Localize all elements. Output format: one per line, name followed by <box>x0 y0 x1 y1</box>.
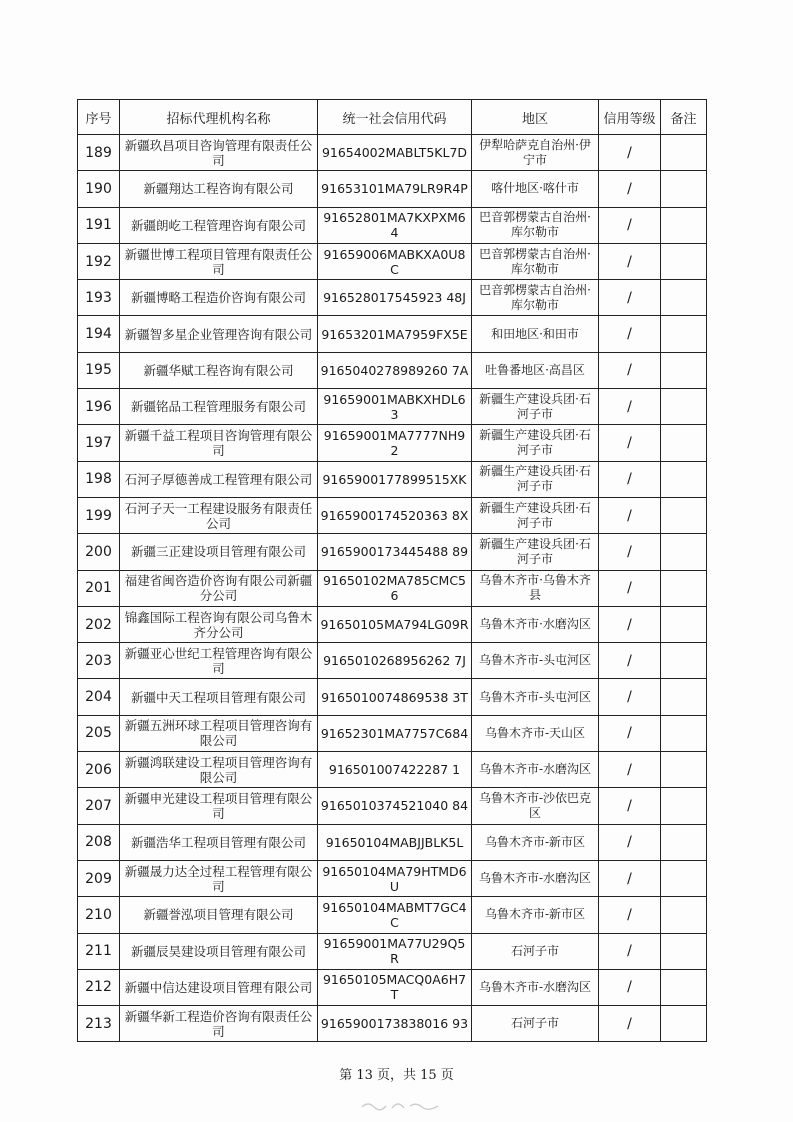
cell-note <box>661 606 707 642</box>
header-region: 地区 <box>472 100 599 135</box>
cell-credit-level: / <box>599 389 661 425</box>
cell-agency-name: 新疆世博工程项目管理有限责任公司 <box>120 243 318 279</box>
header-code: 统一社会信用代码 <box>318 100 472 135</box>
cell-note <box>661 715 707 751</box>
cell-agency-name: 锦鑫国际工程咨询有限公司乌鲁木齐分公司 <box>120 606 318 642</box>
cell-credit-level: / <box>599 679 661 715</box>
cell-agency-name: 新疆晟力达全过程工程管理有限公司 <box>120 860 318 896</box>
cell-note <box>661 752 707 788</box>
cell-agency-name: 新疆三正建设项目管理有限公司 <box>120 534 318 570</box>
cell-agency-name: 新疆浩华工程项目管理有限公司 <box>120 824 318 860</box>
cell-credit-code: 91659001MA77U29Q5R <box>318 933 472 969</box>
cell-note <box>661 461 707 497</box>
table-row <box>78 352 707 388</box>
cell-credit-code: 91654002MABLT5KL7D <box>318 135 472 171</box>
cell-credit-level: / <box>599 643 661 679</box>
cell-region: 和田地区·和田市 <box>472 316 599 352</box>
cell-credit-code: 91653201MA7959FX5E <box>318 316 472 352</box>
cell-note <box>661 824 707 860</box>
table-row <box>78 534 707 570</box>
table-row <box>78 643 707 679</box>
cell-seq: 201 <box>78 570 120 606</box>
cell-credit-level: / <box>599 497 661 533</box>
cell-credit-code: 91653101MA79LR9R4P <box>318 171 472 207</box>
table-row <box>78 860 707 896</box>
cell-credit-code: 9165900177899515XK <box>318 461 472 497</box>
table-row <box>78 207 707 243</box>
table-row <box>78 243 707 279</box>
table-row <box>78 280 707 316</box>
cell-credit-level: / <box>599 425 661 461</box>
cell-region: 新疆生产建设兵团·石河子市 <box>472 389 599 425</box>
cell-seq: 210 <box>78 897 120 933</box>
cell-credit-level: / <box>599 897 661 933</box>
cell-credit-level: / <box>599 715 661 751</box>
cell-region: 乌鲁木齐市-水磨沟区 <box>472 860 599 896</box>
cell-agency-name: 新疆博略工程造价咨询有限公司 <box>120 280 318 316</box>
cell-region: 新疆生产建设兵团·石河子市 <box>472 425 599 461</box>
agency-table <box>77 99 707 1042</box>
cell-seq: 197 <box>78 425 120 461</box>
header-seq: 序号 <box>78 100 120 135</box>
cell-credit-code: 9165040278989260 7A <box>318 352 472 388</box>
cell-seq: 205 <box>78 715 120 751</box>
page-number: 第 13 页，共 15 页 <box>339 1068 454 1083</box>
cell-credit-code: 91652301MA7757C684 <box>318 715 472 751</box>
cell-note <box>661 316 707 352</box>
cell-credit-level: / <box>599 316 661 352</box>
cell-credit-code: 9165900173445488 89 <box>318 534 472 570</box>
cell-credit-code: 9165900173838016 93 <box>318 1006 472 1042</box>
cell-agency-name: 新疆亚心世纪工程管理咨询有限公司 <box>120 643 318 679</box>
cell-region: 巴音郭楞蒙古自治州·库尔勒市 <box>472 243 599 279</box>
cell-credit-level: / <box>599 461 661 497</box>
cell-seq: 192 <box>78 243 120 279</box>
table-row <box>78 425 707 461</box>
cell-seq: 208 <box>78 824 120 860</box>
cell-note <box>661 534 707 570</box>
cell-credit-level: / <box>599 752 661 788</box>
cell-region: 巴音郭楞蒙古自治州·库尔勒市 <box>472 207 599 243</box>
cell-seq: 196 <box>78 389 120 425</box>
faint-stamp-mark <box>358 1098 448 1112</box>
cell-note <box>661 425 707 461</box>
cell-credit-level: / <box>599 860 661 896</box>
cell-agency-name: 福建省闽咨造价咨询有限公司新疆分公司 <box>120 570 318 606</box>
cell-credit-level: / <box>599 788 661 824</box>
cell-seq: 200 <box>78 534 120 570</box>
table-row <box>78 497 707 533</box>
cell-agency-name: 新疆鸿联建设工程项目管理咨询有限公司 <box>120 752 318 788</box>
cell-credit-level: / <box>599 1006 661 1042</box>
cell-agency-name: 新疆中天工程项目管理有限公司 <box>120 679 318 715</box>
cell-region: 吐鲁番地区·高昌区 <box>472 352 599 388</box>
cell-agency-name: 新疆中信达建设项目管理有限公司 <box>120 969 318 1005</box>
cell-credit-level: / <box>599 171 661 207</box>
cell-credit-code: 9165900174520363 8X <box>318 497 472 533</box>
cell-credit-code: 91650104MABJJBLK5L <box>318 824 472 860</box>
cell-credit-code: 916528017545923 48J <box>318 280 472 316</box>
table-row <box>78 969 707 1005</box>
table-header-row <box>78 100 707 135</box>
table-row <box>78 389 707 425</box>
table-row <box>78 316 707 352</box>
cell-region: 乌鲁木齐市-新市区 <box>472 824 599 860</box>
header-note: 备注 <box>661 100 707 135</box>
cell-credit-level: / <box>599 207 661 243</box>
cell-credit-code: 91650105MACQ0A6H7T <box>318 969 472 1005</box>
cell-note <box>661 135 707 171</box>
cell-note <box>661 788 707 824</box>
cell-region: 新疆生产建设兵团·石河子市 <box>472 461 599 497</box>
cell-seq: 204 <box>78 679 120 715</box>
cell-region: 新疆生产建设兵团·石河子市 <box>472 497 599 533</box>
cell-seq: 207 <box>78 788 120 824</box>
cell-seq: 191 <box>78 207 120 243</box>
cell-seq: 193 <box>78 280 120 316</box>
table-row <box>78 171 707 207</box>
cell-credit-code: 9165010268956262 7J <box>318 643 472 679</box>
cell-region: 乌鲁木齐市·水磨沟区 <box>472 606 599 642</box>
cell-region: 乌鲁木齐市-水磨沟区 <box>472 969 599 1005</box>
table-row <box>78 824 707 860</box>
table-row <box>78 933 707 969</box>
cell-credit-code: 9165010374521040 84 <box>318 788 472 824</box>
cell-credit-code: 91659001MABKXHDL63 <box>318 389 472 425</box>
cell-region: 石河子市 <box>472 1006 599 1042</box>
cell-note <box>661 860 707 896</box>
cell-note <box>661 933 707 969</box>
cell-note <box>661 1006 707 1042</box>
cell-seq: 194 <box>78 316 120 352</box>
cell-agency-name: 新疆辰昊建设项目管理有限公司 <box>120 933 318 969</box>
cell-agency-name: 新疆翔达工程咨询有限公司 <box>120 171 318 207</box>
cell-credit-code: 91650104MA79HTMD6U <box>318 860 472 896</box>
cell-credit-code: 916501007422287 1 <box>318 752 472 788</box>
cell-region: 乌鲁木齐市-头屯河区 <box>472 643 599 679</box>
cell-region: 乌鲁木齐市·乌鲁木齐县 <box>472 570 599 606</box>
cell-region: 巴音郭楞蒙古自治州·库尔勒市 <box>472 280 599 316</box>
table-row <box>78 570 707 606</box>
cell-credit-level: / <box>599 243 661 279</box>
cell-note <box>661 280 707 316</box>
cell-region: 乌鲁木齐市-水磨沟区 <box>472 752 599 788</box>
table-row <box>78 897 707 933</box>
cell-agency-name: 新疆铭品工程管理服务有限公司 <box>120 389 318 425</box>
cell-seq: 189 <box>78 135 120 171</box>
cell-credit-code: 91659006MABKXA0U8C <box>318 243 472 279</box>
cell-agency-name: 新疆五洲环球工程项目管理咨询有限公司 <box>120 715 318 751</box>
cell-region: 喀什地区·喀什市 <box>472 171 599 207</box>
cell-credit-level: / <box>599 570 661 606</box>
table-row <box>78 606 707 642</box>
cell-seq: 213 <box>78 1006 120 1042</box>
table-row <box>78 679 707 715</box>
cell-region: 乌鲁木齐市-头屯河区 <box>472 679 599 715</box>
cell-note <box>661 497 707 533</box>
cell-credit-level: / <box>599 534 661 570</box>
cell-note <box>661 897 707 933</box>
cell-agency-name: 新疆玖昌项目咨询管理有限责任公司 <box>120 135 318 171</box>
cell-agency-name: 石河子天一工程建设服务有限责任公司 <box>120 497 318 533</box>
table-row <box>78 461 707 497</box>
cell-region: 石河子市 <box>472 933 599 969</box>
cell-region: 新疆生产建设兵团·石河子市 <box>472 534 599 570</box>
cell-agency-name: 新疆誉泓项目管理有限公司 <box>120 897 318 933</box>
cell-seq: 209 <box>78 860 120 896</box>
cell-note <box>661 643 707 679</box>
cell-seq: 212 <box>78 969 120 1005</box>
cell-agency-name: 新疆华赋工程咨询有限公司 <box>120 352 318 388</box>
cell-seq: 203 <box>78 643 120 679</box>
table-row <box>78 788 707 824</box>
cell-credit-code: 91650102MA785CMC56 <box>318 570 472 606</box>
table-row <box>78 135 707 171</box>
cell-credit-code: 91650105MA794LG09R <box>318 606 472 642</box>
cell-seq: 199 <box>78 497 120 533</box>
cell-note <box>661 243 707 279</box>
cell-seq: 211 <box>78 933 120 969</box>
cell-region: 伊犁哈萨克自治州·伊宁市 <box>472 135 599 171</box>
cell-agency-name: 新疆华新工程造价咨询有限责任公司 <box>120 1006 318 1042</box>
cell-seq: 206 <box>78 752 120 788</box>
cell-agency-name: 新疆朗屹工程管理咨询有限公司 <box>120 207 318 243</box>
cell-credit-level: / <box>599 933 661 969</box>
cell-note <box>661 171 707 207</box>
cell-agency-name: 新疆申光建设工程项目管理有限公司 <box>120 788 318 824</box>
cell-seq: 195 <box>78 352 120 388</box>
cell-seq: 190 <box>78 171 120 207</box>
cell-credit-code: 9165010074869538 3T <box>318 679 472 715</box>
cell-note <box>661 570 707 606</box>
cell-seq: 202 <box>78 606 120 642</box>
cell-note <box>661 969 707 1005</box>
cell-note <box>661 207 707 243</box>
cell-credit-level: / <box>599 606 661 642</box>
cell-credit-level: / <box>599 352 661 388</box>
cell-credit-code: 91652801MA7KXPXM64 <box>318 207 472 243</box>
header-level: 信用等级 <box>599 100 661 135</box>
cell-note <box>661 352 707 388</box>
cell-seq: 198 <box>78 461 120 497</box>
cell-region: 乌鲁木齐市-沙依巴克区 <box>472 788 599 824</box>
cell-credit-level: / <box>599 280 661 316</box>
cell-agency-name: 新疆千益工程项目咨询管理有限公司 <box>120 425 318 461</box>
header-name: 招标代理机构名称 <box>120 100 318 135</box>
table-row <box>78 1006 707 1042</box>
table-row <box>78 715 707 751</box>
cell-agency-name: 新疆智多星企业管理咨询有限公司 <box>120 316 318 352</box>
cell-note <box>661 389 707 425</box>
cell-credit-level: / <box>599 824 661 860</box>
cell-credit-code: 91650104MABMT7GC4C <box>318 897 472 933</box>
cell-region: 乌鲁木齐市-新市区 <box>472 897 599 933</box>
cell-credit-level: / <box>599 969 661 1005</box>
cell-credit-code: 91659001MA7777NH92 <box>318 425 472 461</box>
cell-agency-name: 石河子厚德善成工程管理有限公司 <box>120 461 318 497</box>
cell-credit-level: / <box>599 135 661 171</box>
cell-note <box>661 679 707 715</box>
table-row <box>78 752 707 788</box>
cell-region: 乌鲁木齐市-天山区 <box>472 715 599 751</box>
